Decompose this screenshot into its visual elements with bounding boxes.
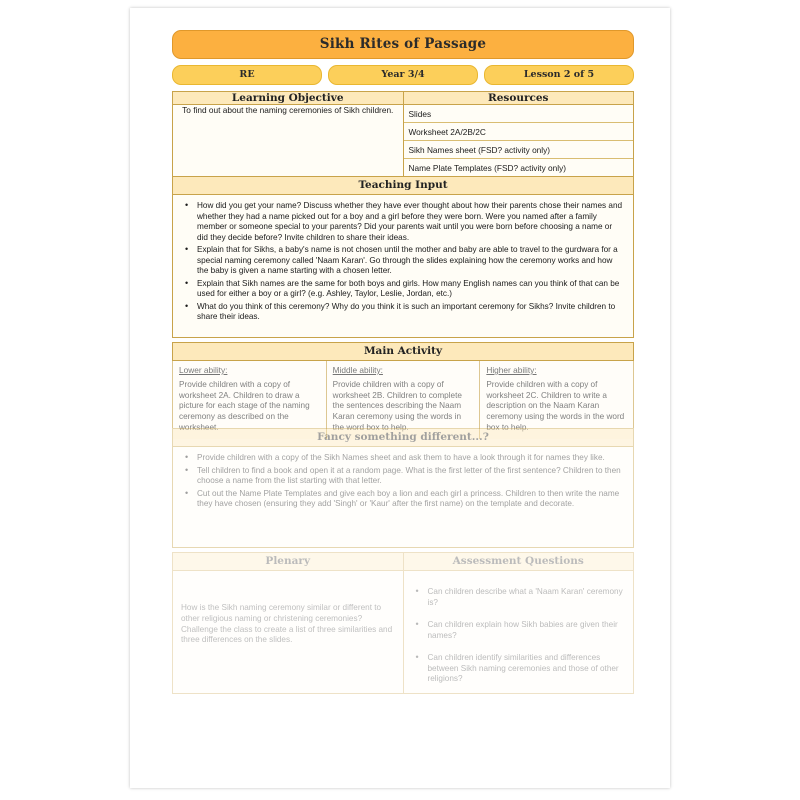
fancy-something-different-list: [181, 453, 625, 510]
plenary-assessment-section: [172, 552, 634, 694]
resource-item: Worksheet 2A/2B/2C: [404, 123, 634, 141]
teaching-input-bullet: • How did you get your name? Discuss whether they have ever thought about how their parents chose their names and whether they had a name picked out for a boy and a girl before they were born. Were you named after a family member or someone special to your parents? Did your parents wait until you were born before choosing a name or did they decide before? Invite children to share their ideas.: [195, 201, 625, 243]
plenary-assessment-headers: [172, 552, 634, 570]
teaching-input-panel: [172, 195, 634, 338]
main-activity-header: Main Activity: [172, 342, 634, 361]
teaching-input-bullet: • Explain that Sikh names are the same for both boys and girls. How many English names can you think of that can be used for either a boy or a girl? (e.g. Ashley, Taylor, Leslie, Jordan, etc.): [195, 279, 625, 300]
lesson-number-pill: Lesson 2 of 5: [484, 65, 634, 85]
teaching-input-list: [181, 201, 625, 323]
resource-item: Slides: [404, 105, 634, 123]
fancy-bullet: • Tell children to find a book and open it at a random page. What is the first letter of the first sentence? Children to then choose a name from the list starting with that letter.: [195, 466, 625, 487]
resource-item: Name Plate Templates (FSD? activity only): [408, 162, 567, 173]
assessment-bullet: • Can children explain how Sikh babies are given their names?: [426, 620, 626, 641]
assessment-questions-list: [412, 587, 626, 685]
teaching-input-header: Teaching Input: [172, 176, 634, 195]
objective-resources-table: [172, 91, 634, 177]
subject-pill: RE: [172, 65, 322, 85]
higher-ability-label: Higher ability:: [486, 365, 537, 375]
middle-ability-label: Middle ability:: [332, 365, 383, 375]
document-body: [172, 30, 634, 694]
lesson-plan-sheet: [130, 8, 670, 788]
fancy-bullet: • Provide children with a copy of the Sikh Names sheet and ask them to have a look through it for names they like.: [195, 453, 625, 464]
assessment-bullet: • Can children identify similarities and differences between Sikh naming ceremonies and those of other religions?: [426, 653, 626, 685]
assessment-bullet: • Can children describe what a 'Naam Karan' ceremony is?: [426, 587, 626, 608]
resource-item: Sikh Names sheet (FSD? activity only): [404, 141, 634, 159]
resources-list: [404, 105, 634, 176]
learning-objective-header: Learning Objective: [173, 92, 404, 105]
plenary-assessment-body: [172, 570, 634, 694]
lower-ability-label: Lower ability:: [179, 365, 228, 375]
page-title: Sikh Rites of Passage: [172, 30, 634, 59]
middle-ability-text: Provide children with a copy of worksheet 2B. Children to complete the sentences describing the Naam Karan ceremony using the words in the word box to help.: [332, 380, 462, 432]
year-group-pill: Year 3/4: [328, 65, 478, 85]
lower-ability-text: Provide children with a copy of worksheet 2A. Children to draw a picture for each stage of the naming ceremony as described on the worksheet.: [179, 380, 310, 432]
assessment-questions-cell: [404, 571, 634, 693]
fancy-bullet: • Cut out the Name Plate Templates and give each boy a lion and each girl a princess. Children to then write the name they have chosen (ensuring they add 'Singh' or 'Kaur' after the first name) on the template and decorate.: [195, 489, 625, 510]
resources-cell: [403, 105, 634, 177]
assessment-questions-header: Assessment Questions: [404, 553, 634, 570]
teaching-input-bullet: • What do you think of this ceremony? Why do you think it is such an important ceremony for Sikhs? Invite children to share their ideas.: [195, 302, 625, 323]
higher-ability-text: Provide children with a copy of worksheet 2C. Children to write a description on the Naam Karan ceremony using the words in the word box to help.: [486, 380, 625, 432]
plenary-cell: [173, 571, 404, 693]
plenary-text: How is the Sikh naming ceremony similar or different to other religious naming or christening ceremonies? Challenge the class to create a list of three similarities and three differences on the slides.: [181, 603, 393, 645]
meta-pill-row: [172, 65, 634, 85]
plenary-header: Plenary: [173, 553, 404, 570]
main-activity-panel: [172, 361, 634, 432]
teaching-input-bullet: • Explain that for Sikhs, a baby's name is not chosen until the mother and baby are able to travel to the gurdwara for a special naming ceremony called 'Naam Karan'. Go through the slides explaining how the ceremony works and how the baby is given a name starting with a chosen letter.: [195, 245, 625, 277]
resources-header: Resources: [403, 92, 634, 105]
fancy-something-different-header: Fancy something different...?: [172, 428, 634, 447]
learning-objective-text: To find out about the naming ceremonies of Sikh children.: [173, 105, 404, 177]
fancy-something-different-panel: [172, 447, 634, 548]
